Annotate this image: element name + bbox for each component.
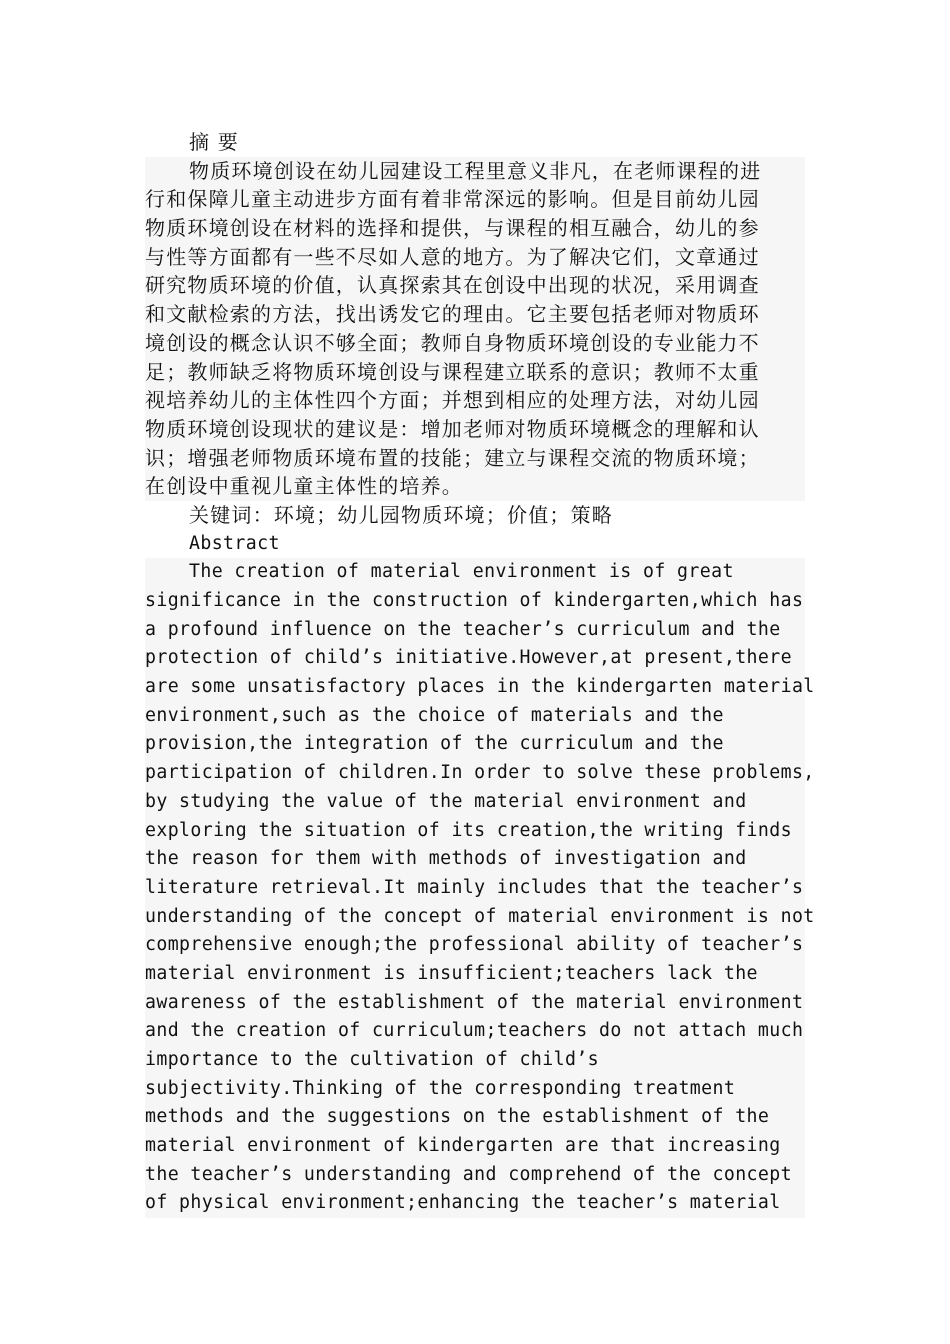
abstract-en-line: a profound influence on the teacher’s curriculum and the: [145, 616, 805, 645]
abstract-cn-line: 与性等方面都有一些不尽如人意的地方。为了解决它们，文章通过: [145, 243, 805, 272]
abstract-cn-line: 视培养幼儿的主体性四个方面；并想到相应的处理方法，对幼儿园: [145, 386, 805, 415]
abstract-en-line: the teacher’s understanding and comprehend of the concept: [145, 1161, 805, 1190]
abstract-en-line: significance in the construction of kindergarten,which has: [145, 587, 805, 616]
abstract-cn-line: 和文献检索的方法，找出诱发它的理由。它主要包括老师对物质环: [145, 300, 805, 329]
abstract-cn-line: 识；增强老师物质环境布置的技能；建立与课程交流的物质环境；: [145, 444, 805, 473]
abstract-cn-line: 境创设的概念认识不够全面；教师自身物质环境创设的专业能力不: [145, 329, 805, 358]
abstract-en-line: protection of child’s initiative.However,at present,there: [145, 644, 805, 673]
abstract-en-line: of physical environment;enhancing the teacher’s material: [145, 1189, 805, 1218]
abstract-cn-line: 物质环境创设现状的建议是：增加老师对物质环境概念的理解和认: [145, 415, 805, 444]
abstract-en-line: subjectivity.Thinking of the corresponding treatment: [145, 1075, 805, 1104]
abstract-en-line: and the creation of curriculum;teachers do not attach much: [145, 1017, 805, 1046]
abstract-en-line: environment,such as the choice of materials and the: [145, 702, 805, 731]
abstract-en-line: understanding of the concept of material environment is not: [145, 903, 805, 932]
abstract-en-line: material environment of kindergarten are that increasing: [145, 1132, 805, 1161]
abstract-en-heading: Abstract: [189, 532, 280, 554]
abstract-en-line: The creation of material environment is of great: [145, 558, 805, 587]
abstract-en-line: by studying the value of the material environment and: [145, 788, 805, 817]
abstract-cn-line: 物质环境创设在材料的选择和提供，与课程的相互融合，幼儿的参: [145, 214, 805, 243]
abstract-en-line: are some unsatisfactory places in the kindergarten material: [145, 673, 805, 702]
abstract-en-line: awareness of the establishment of the material environment: [145, 989, 805, 1018]
abstract-cn-line: 研究物质环境的价值，认真探索其在创设中出现的状况，采用调查: [145, 271, 805, 300]
document-body: [145, 128, 815, 1218]
abstract-en-line: the reason for them with methods of investigation and: [145, 845, 805, 874]
abstract-en-line: comprehensive enough;the professional ability of teacher’s: [145, 931, 805, 960]
abstract-en-line: importance to the cultivation of child’s: [145, 1046, 805, 1075]
abstract-en-line: methods and the suggestions on the establishment of the: [145, 1103, 805, 1132]
abstract-en-line: material environment is insufficient;teachers lack the: [145, 960, 805, 989]
keywords-cn: 关键词：环境；幼儿园物质环境；价值；策略: [189, 502, 613, 527]
abstract-en-line: exploring the situation of its creation,the writing finds: [145, 817, 805, 846]
abstract-cn-line: 在创设中重视儿童主体性的培养。: [145, 472, 805, 501]
abstract-cn-heading: 摘 要: [189, 130, 239, 154]
abstract-en-line: literature retrieval.It mainly includes that the teacher’s: [145, 874, 805, 903]
abstract-en-line: provision,the integration of the curriculum and the: [145, 730, 805, 759]
abstract-cn-line: 物质环境创设在幼儿园建设工程里意义非凡，在老师课程的进: [145, 157, 805, 186]
abstract-cn-line: 足；教师缺乏将物质环境创设与课程建立联系的意识；教师不太重: [145, 358, 805, 387]
abstract-cn-line: 行和保障儿童主动进步方面有着非常深远的影响。但是目前幼儿园: [145, 185, 805, 214]
abstract-en-line: participation of children.In order to solve these problems,: [145, 759, 805, 788]
